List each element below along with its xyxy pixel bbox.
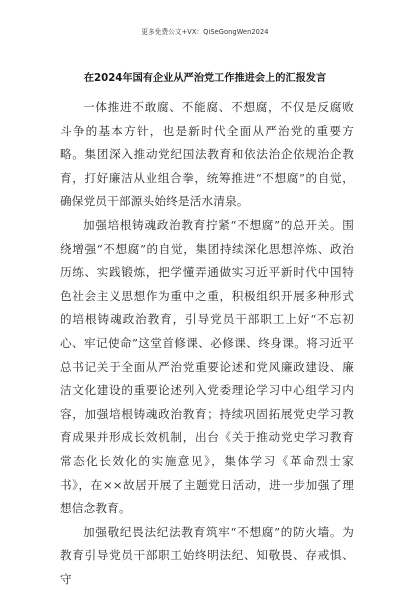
body-paragraph: 加强培根铸魂政治教育拧紧“不想腐”的总开关。围绕增强“不想腐”的自觉，集团持续深化思想淬炼、政治历练、实践锻炼，把学懂弄通做实习近平新时代中国特色社会主义思想作为重中之重，积极组织开展多种形式的培根铸魂政治教育，引导党员干部职工上好“不忘初心、牢记使命”这堂首修课、必修课、终身课。将习近平总书记关于全面从严治党重要论述和党风廉政建设、廉洁文化建设的重要论述列入党委理论学习中心组学习内容，加强培根铸魂政治教育；持续巩固拓展党史学习教育成果并形成长效机制，出台《关于推动党史学习教育常态化长效化的实施意见》，集体学习《革命烈士家书》，在××故居开展了主题党日活动，进一步加强了理想信念教育。 xyxy=(60,217,354,516)
header-promo-note: 更多免费公文+VX：QiSeGongWen2024 xyxy=(141,28,269,36)
body-paragraph: 一体推进不敢腐、不能腐、不想腐，不仅是反腐败斗争的基本方针，也是新时代全面从严治党的重要方略。集团深入推动党纪国法教育和依法治企依规治企教育，打好廉洁从业组合拳，统筹推进“不想腐”的自觉，确保党员干部源头始终是活水清泉。 xyxy=(60,100,354,209)
document-body xyxy=(60,96,354,591)
document-title: 在2024年国有企业从严治党工作推进会上的汇报发言 xyxy=(83,73,327,84)
body-paragraph: 加强敬纪畏法纪法教育筑牢“不想腐”的防火墙。为教育引导党员干部职工始终明法纪、知敬畏、存戒惧、守 xyxy=(60,524,354,586)
